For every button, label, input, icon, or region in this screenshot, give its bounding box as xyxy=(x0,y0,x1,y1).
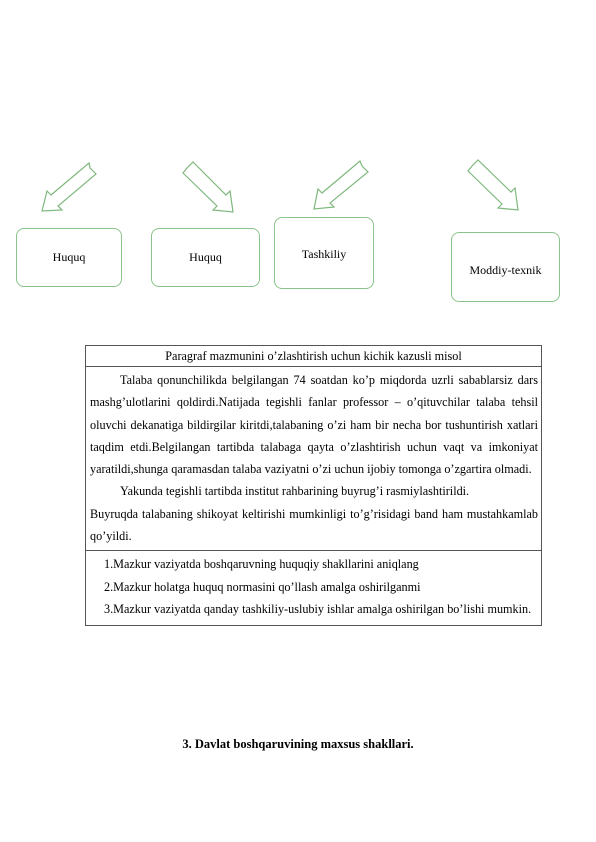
case-paragraph-1: Talaba qonunchilikda belgilangan 74 soatdan ko’p miqdorda uzrli sabablarsiz dars mashg’ulotlarini qoldirdi.Natijada tegishli fanlar professor – o’qituvchilar talaba tehsil oluvchi dekanatiga bildirgilar kiritdi,talabaning o’zi ham bir necha bor tushuntirish xatlari taqdim etdi.Belgilangan tartibda talabaga qayta o’zlashtirish uchun vaqt va imkoniyat yaratildi,shunga qaramasdan talaba vaziyatni o’zi uchun ijobiy tomonga o’zgartira olmadi. xyxy=(90,373,538,477)
box-label: Moddiy-texnik xyxy=(469,263,542,277)
question-1: 1.Mazkur vaziyatda boshqaruvning huquqiy shakllarini aniqlang xyxy=(104,557,419,572)
box-label: Huquq xyxy=(52,250,86,264)
question-2: 2.Mazkur holatga huquq normasini qo’llash amalga oshirilganmi xyxy=(104,579,421,594)
arrow-down-left-1 xyxy=(42,163,96,211)
case-study-table xyxy=(85,345,542,626)
question-3: 3.Mazkur vaziyatda qanday tashkiliy-uslubiy ishlar amalga oshirilgan bo’lishi mumkin. xyxy=(104,601,532,616)
case-paragraph-2: Yakunda tegishli tartibda institut rahbarining buyrug’i rasmiylashtirildi. xyxy=(120,484,470,499)
section-heading: 3. Davlat boshqaruvining maxsus shakllari. xyxy=(182,737,414,751)
diagram-box-huquq-1 xyxy=(16,228,122,287)
diagram-box-huquq-2 xyxy=(151,228,260,287)
box-label: Huquq xyxy=(189,250,222,264)
arrow-down-right-2 xyxy=(183,162,233,212)
case-body xyxy=(86,367,541,551)
case-paragraph-3: Buyruqda talabaning shikoyat keltirishi mumkinligi to’g’risidagi band ham mustahkamlab qo’yildi. xyxy=(90,506,538,544)
diagram-box-tashkiliy xyxy=(274,217,374,289)
diagram-box-moddiy-texnik xyxy=(451,232,560,302)
case-title: Paragraf mazmunini o’zlashtirish uchun kichik kazusli misol xyxy=(86,346,541,367)
box-label: Tashkiliy xyxy=(301,247,347,261)
arrow-down-left-3 xyxy=(314,161,368,209)
case-questions xyxy=(86,551,541,625)
arrow-down-right-4 xyxy=(468,160,518,210)
diagram-arrows xyxy=(0,0,596,230)
